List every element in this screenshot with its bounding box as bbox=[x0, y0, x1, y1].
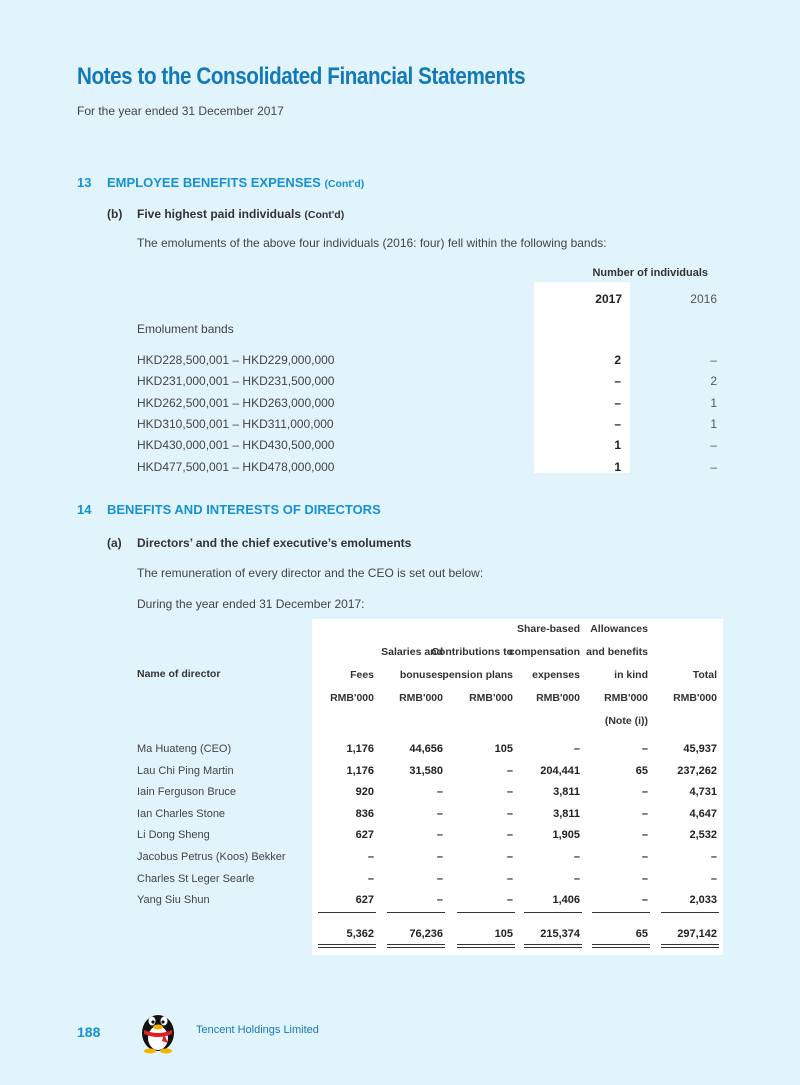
cell-value: – bbox=[710, 851, 717, 863]
total-rule bbox=[318, 912, 376, 913]
column-header: Total bbox=[692, 669, 717, 681]
subsection-title: Five highest paid individuals bbox=[137, 207, 302, 221]
section-title: EMPLOYEE BENEFITS EXPENSES bbox=[107, 175, 321, 190]
cell-value: – bbox=[367, 872, 374, 885]
cell-value: 65 bbox=[635, 928, 648, 940]
section-number: 13 bbox=[77, 175, 92, 190]
count-2016: – bbox=[710, 353, 717, 367]
director-name: Ma Huateng (CEO) bbox=[137, 743, 232, 755]
table-row bbox=[137, 808, 723, 829]
section-cont: (Cont'd) bbox=[324, 178, 365, 190]
table-row bbox=[137, 417, 717, 439]
page-title: Notes to the Consolidated Financial Statements bbox=[77, 63, 526, 90]
total-rule bbox=[318, 947, 376, 948]
emolument-band: HKD228,500,001 – HKD229,000,000 bbox=[137, 353, 335, 367]
cell-value: – bbox=[506, 894, 513, 907]
cell-value: 65 bbox=[635, 764, 648, 777]
emolument-band: HKD262,500,001 – HKD263,000,000 bbox=[137, 395, 335, 410]
total-rule bbox=[457, 944, 515, 945]
totals-row bbox=[137, 928, 723, 949]
column-header: RMB'000 bbox=[604, 692, 648, 704]
cell-value: – bbox=[436, 872, 443, 885]
cell-value: – bbox=[436, 894, 443, 907]
page-subtitle: For the year ended 31 December 2017 bbox=[77, 104, 284, 118]
director-name: Li Dong Sheng bbox=[137, 829, 210, 842]
count-2016: – bbox=[710, 459, 717, 474]
cell-value: 3,811 bbox=[553, 786, 580, 799]
total-rule bbox=[592, 912, 650, 913]
number-of-individuals-header: Number of individuals bbox=[592, 267, 708, 279]
total-rule bbox=[661, 912, 719, 913]
remuneration-intro: The remuneration of every director and the CEO is set out below: bbox=[137, 566, 484, 580]
section-number: 14 bbox=[77, 502, 92, 517]
total-rule bbox=[592, 947, 650, 948]
cell-value: 3,811 bbox=[553, 807, 580, 820]
penguin-logo-icon bbox=[138, 1005, 178, 1055]
director-name: Ian Charles Stone bbox=[137, 807, 226, 820]
count-2017: – bbox=[614, 374, 621, 389]
total-rule bbox=[524, 912, 582, 913]
cell-value: 920 bbox=[355, 786, 374, 799]
cell-value: – bbox=[641, 743, 648, 755]
cell-value: 1,176 bbox=[346, 743, 374, 755]
cell-value: – bbox=[436, 807, 443, 820]
subsection-a-heading bbox=[107, 536, 411, 550]
count-2016: 1 bbox=[710, 416, 717, 431]
cell-value: – bbox=[436, 786, 443, 799]
table-row bbox=[137, 353, 717, 375]
table-row bbox=[137, 851, 723, 872]
emolument-band: HKD430,000,001 – HKD430,500,000 bbox=[137, 438, 335, 453]
table-row bbox=[137, 786, 723, 807]
bands-intro: The emoluments of the above four individuals (2016: four) fell within the following bands: bbox=[137, 236, 607, 250]
table-row bbox=[137, 765, 723, 786]
cell-value: – bbox=[506, 786, 513, 799]
cell-value: 204,441 bbox=[540, 764, 580, 777]
cell-value: 4,647 bbox=[689, 807, 717, 820]
cell-value: 2,532 bbox=[689, 829, 717, 842]
name-of-director-header: Name of director bbox=[137, 668, 221, 680]
cell-value: 1,406 bbox=[552, 894, 580, 907]
cell-value: – bbox=[641, 872, 648, 885]
column-header: compensation bbox=[508, 646, 580, 658]
cell-value: – bbox=[506, 829, 513, 842]
column-header: (Note (i)) bbox=[604, 715, 648, 727]
subsection-b-heading bbox=[107, 207, 344, 221]
director-name: Jacobus Petrus (Koos) Bekker bbox=[137, 851, 286, 863]
cell-value: – bbox=[367, 851, 374, 863]
column-header: RMB'000 bbox=[673, 692, 717, 704]
cell-value: 1,176 bbox=[346, 764, 374, 777]
column-header: expenses bbox=[532, 669, 580, 681]
cell-value: – bbox=[573, 851, 580, 863]
table-row bbox=[137, 829, 723, 850]
count-2017: – bbox=[614, 416, 621, 431]
cell-value: 297,142 bbox=[677, 928, 717, 940]
cell-value: – bbox=[506, 764, 513, 777]
table-row bbox=[137, 460, 717, 482]
table-row bbox=[137, 374, 717, 396]
cell-value: 44,656 bbox=[409, 743, 443, 755]
cell-value: – bbox=[506, 872, 513, 885]
director-name: Iain Ferguson Bruce bbox=[137, 786, 237, 799]
count-2016: – bbox=[710, 438, 717, 453]
cell-value: 76,236 bbox=[409, 928, 443, 940]
director-name: Yang Siu Shun bbox=[137, 894, 210, 907]
cell-value: 105 bbox=[494, 743, 513, 755]
cell-value: 836 bbox=[355, 807, 374, 820]
column-header: Salaries and bbox=[381, 646, 443, 658]
total-rule bbox=[457, 912, 515, 913]
table-row bbox=[137, 873, 723, 894]
cell-value: – bbox=[641, 807, 648, 820]
column-header: Allowances bbox=[590, 623, 648, 635]
cell-value: – bbox=[436, 851, 443, 863]
cell-value: 105 bbox=[494, 928, 513, 940]
column-header: Share-based bbox=[516, 623, 580, 635]
table-row bbox=[137, 396, 717, 418]
table-row bbox=[137, 438, 717, 460]
emolument-bands-label: Emolument bands bbox=[137, 322, 234, 336]
column-header: RMB'000 bbox=[469, 692, 513, 704]
company-name: Tencent Holdings Limited bbox=[196, 1024, 319, 1036]
cell-value: – bbox=[641, 851, 648, 863]
count-2017: 2 bbox=[614, 353, 621, 367]
column-header: RMB'000 bbox=[399, 692, 443, 704]
emolument-band: HKD231,000,001 – HKD231,500,000 bbox=[137, 374, 335, 389]
subsection-letter: (b) bbox=[107, 207, 123, 221]
total-rule bbox=[661, 947, 719, 948]
year-2016-header: 2016 bbox=[690, 292, 717, 306]
period-label: During the year ended 31 December 2017: bbox=[137, 597, 365, 611]
total-rule bbox=[524, 947, 582, 948]
column-header: in kind bbox=[614, 669, 648, 681]
cell-value: – bbox=[506, 807, 513, 820]
year-2017-header: 2017 bbox=[595, 292, 622, 306]
column-header: and benefits bbox=[586, 646, 648, 658]
count-2017: 1 bbox=[614, 438, 621, 453]
director-name: Charles St Leger Searle bbox=[137, 872, 255, 885]
total-rule bbox=[318, 944, 376, 945]
total-rule bbox=[387, 947, 445, 948]
count-2017: 1 bbox=[614, 459, 621, 474]
section-14-heading bbox=[77, 502, 381, 517]
cell-value: 4,731 bbox=[689, 786, 717, 799]
emolument-band: HKD310,500,001 – HKD311,000,000 bbox=[137, 416, 334, 431]
director-name: Lau Chi Ping Martin bbox=[137, 764, 234, 777]
cell-value: 2,033 bbox=[689, 894, 717, 907]
column-header: bonuses bbox=[399, 669, 443, 681]
subsection-letter: (a) bbox=[107, 536, 122, 550]
column-header: Contributions to bbox=[431, 646, 513, 658]
table-row bbox=[137, 743, 723, 764]
cell-value: – bbox=[641, 786, 648, 799]
cell-value: – bbox=[641, 894, 648, 907]
column-header: RMB'000 bbox=[330, 692, 374, 704]
cell-value: 237,262 bbox=[677, 764, 717, 777]
column-header: Fees bbox=[350, 669, 374, 681]
column-header: RMB'000 bbox=[536, 692, 580, 704]
subsection-cont: (Cont'd) bbox=[304, 209, 345, 221]
count-2016: 1 bbox=[710, 395, 717, 410]
total-rule bbox=[387, 912, 445, 913]
cell-value: – bbox=[710, 872, 717, 885]
total-rule bbox=[661, 944, 719, 945]
cell-value: 5,362 bbox=[346, 928, 374, 940]
cell-value: 215,374 bbox=[540, 928, 580, 940]
total-rule bbox=[524, 944, 582, 945]
subsection-title: Directors’ and the chief executive’s emoluments bbox=[137, 536, 412, 550]
section-13-heading bbox=[77, 175, 364, 190]
cell-value: 45,937 bbox=[683, 743, 717, 755]
cell-value: 1,905 bbox=[552, 829, 580, 842]
page-number: 188 bbox=[77, 1024, 101, 1040]
cell-value: – bbox=[573, 872, 580, 885]
cell-value: – bbox=[573, 743, 580, 755]
count-2016: 2 bbox=[710, 374, 717, 389]
total-rule bbox=[592, 944, 650, 945]
section-title: BENEFITS AND INTERESTS OF DIRECTORS bbox=[107, 502, 381, 517]
cell-value: 627 bbox=[355, 894, 374, 907]
cell-value: – bbox=[641, 829, 648, 842]
count-2017: – bbox=[614, 395, 621, 410]
emolument-band: HKD477,500,001 – HKD478,000,000 bbox=[137, 459, 335, 474]
cell-value: 31,580 bbox=[409, 764, 443, 777]
total-rule bbox=[387, 944, 445, 945]
cell-value: 627 bbox=[355, 829, 374, 842]
total-rule bbox=[457, 947, 515, 948]
column-header: pension plans bbox=[442, 669, 513, 681]
cell-value: – bbox=[436, 829, 443, 842]
cell-value: – bbox=[506, 851, 513, 863]
